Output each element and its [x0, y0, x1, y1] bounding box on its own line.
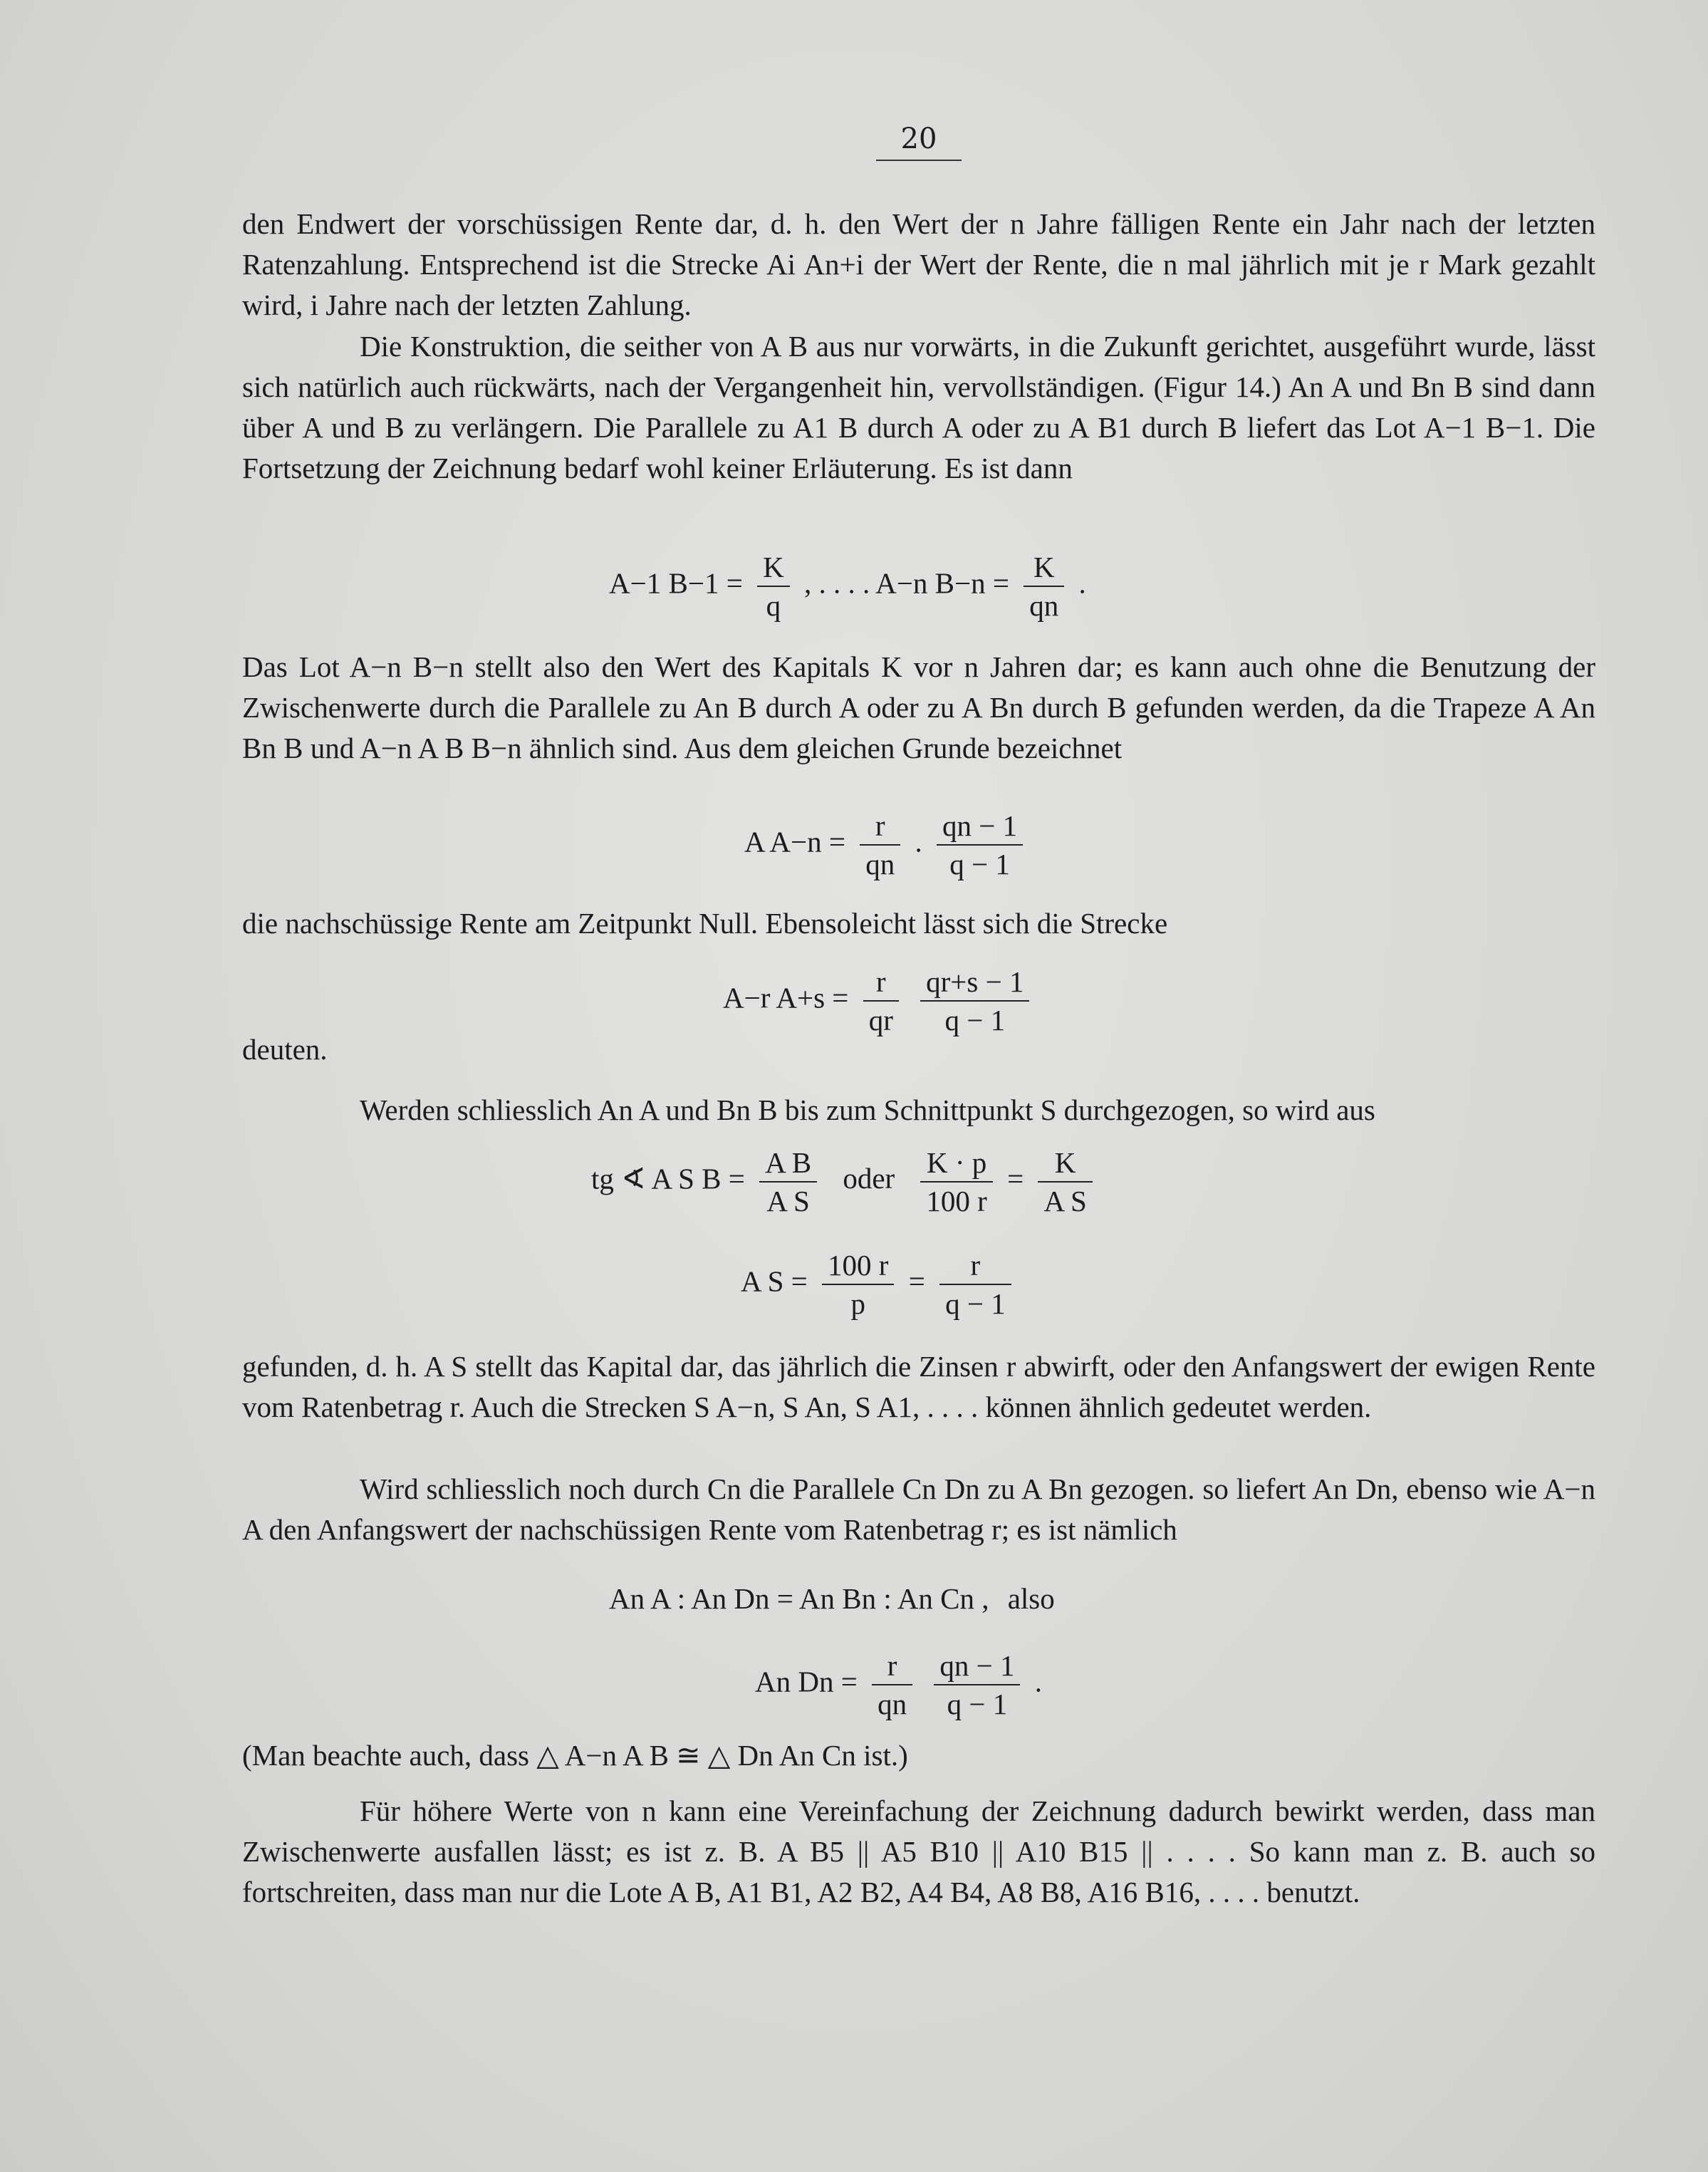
paragraph-10 — [242, 1791, 1595, 1913]
paragraph-5-text: deuten. — [242, 1033, 328, 1066]
paragraph-8 — [242, 1469, 1595, 1550]
paragraph-3 — [242, 647, 1595, 769]
equation-3 — [723, 963, 1036, 1039]
eq4-frac-3: $\frac{K}{\text{A S}}$ — [1038, 1144, 1092, 1220]
equation-7: An Dn = $\frac{r}{qn}$ $\frac{qn - 1}{q - 1}$ . — [755, 1647, 1042, 1722]
equation-2: A A−n = $\frac{r}{qn}$ . $\frac{qn - 1}{q - 1}$ — [744, 807, 1030, 883]
equation-4: tg ∢ A S B = $\frac{\text{A B}}{\text{A S}}$ oder $\frac{K \cdot p}{100 r}$ = $\frac{K}{\text{A S}}$ — [591, 1144, 1100, 1220]
eq7-lhs: An Dn = — [755, 1665, 858, 1698]
equation-6: An A : An Dn = An Bn : An Cn , also — [609, 1582, 1055, 1615]
paragraph-1-text: den Endwert der vorschüssigen Rente dar, d. h. den Wert der n Jahre fälligen Rente ein Jahr nach der letzten Ratenzahlung. Entsprechend ist die Strecke Ai An+i der Wert der Rente, die n mal jährlich mit je r Mark gezahlt wird, i Jahre nach der letzten Zahlung. — [242, 207, 1595, 321]
eq3-frac-1: $\frac{r}{qr}$ — [863, 963, 899, 1039]
page-number: 20 — [876, 123, 962, 161]
paragraph-7-text: gefunden, d. h. A S stellt das Kapital dar, das jährlich die Zinsen r abwirft, oder den Anfangswert der ewigen Rente vom Ratenbetrag r. Auch die Strecken S A−n, S An, S A1, . . . . können ähnlich gedeutet werden. — [242, 1350, 1595, 1423]
eq1-frac-2: $\frac{K}{qn}$ — [1024, 549, 1064, 624]
paragraph-9-text: (Man beachte auch, dass △ A−n A B ≅ △ Dn An Cn ist.) — [242, 1739, 908, 1772]
eq7-frac-2: $\frac{qn - 1}{q - 1}$ — [934, 1647, 1020, 1722]
eq5-frac-2: $\frac{r}{q - 1}$ — [939, 1247, 1011, 1322]
eq1-lhs: A−1 B−1 = — [609, 566, 743, 600]
eq3-frac-2: $\frac{qr+s - 1}{q - 1}$ — [920, 963, 1029, 1039]
eq1-frac-1: $\frac{K}{q}$ — [757, 549, 790, 624]
paragraph-6 — [242, 1090, 1595, 1131]
paragraph-4 — [242, 903, 1595, 944]
paragraph-3-text: Das Lot A−n B−n stellt also den Wert des Kapitals K vor n Jahren dar; es kann auch ohne die Benutzung der Zwischenwerte durch die Parallele zu An B durch A oder zu A Bn durch B gefunden werden, da die Trapeze A An Bn B und A−n A B B−n ähnlich sind. Aus dem gleichen Grunde bezeichnet — [242, 650, 1595, 764]
eq2-lhs: A A−n = — [744, 825, 845, 858]
paragraph-9 — [242, 1735, 1595, 1776]
paragraph-2 — [242, 326, 1595, 489]
equation-5: A S = $\frac{100 r}{p}$ = $\frac{r}{q - 1}$ — [741, 1247, 1019, 1322]
eq4-frac-1: $\frac{\text{A B}}{\text{A S}}$ — [759, 1144, 817, 1220]
eq6-text: An A : An Dn = An Bn : An Cn , — [609, 1582, 989, 1615]
eq5-lhs: A S = — [741, 1264, 808, 1298]
eq2-frac-1: $\frac{r}{qn}$ — [860, 807, 900, 883]
paragraph-1 — [242, 204, 1595, 326]
eq4-lhs: tg ∢ A S B = — [591, 1162, 745, 1195]
paragraph-4-text: die nachschüssige Rente am Zeitpunkt Null. Ebensoleicht lässt sich die Strecke — [242, 907, 1168, 940]
eq5-frac-1: $\frac{100 r}{p}$ — [822, 1247, 894, 1322]
paragraph-5 — [242, 1029, 1595, 1070]
eq3-lhs: A−r A+s = — [723, 981, 849, 1014]
equation-1: A−1 B−1 = $\frac{K}{q}$ , . . . . A−n B−n = $\frac{K}{qn}$ . — [609, 549, 1086, 624]
eq1-middle: , . . . . A−n B−n = — [803, 566, 1009, 600]
paragraph-2-text: Die Konstruktion, die seither von A B aus nur vorwärts, in die Zukunft gerichtet, ausgeführt wurde, lässt sich natürlich auch rückwärts, nach der Vergangenheit hin, vervollständigen. (Figur 14.) An A und Bn B sind dann über A und B zu verlängern. Die Parallele zu A1 B durch A oder zu A B1 durch B liefert das Lot A−1 B−1. Die Fortsetzung der Zeichnung bedarf wohl keiner Erläuterung. Es ist dann — [242, 330, 1595, 484]
paragraph-7 — [242, 1346, 1595, 1428]
paragraph-8-text: Wird schliesslich noch durch Cn die Parallele Cn Dn zu A Bn gezogen. so liefert An Dn, ebenso wie A−n A den Anfangswert der nachschüssigen Rente vom Ratenbetrag r; es ist nämlich — [242, 1472, 1595, 1546]
paragraph-10-text: Für höhere Werte von n kann eine Vereinfachung der Zeichnung dadurch bewirkt werden, dass man Zwischenwerte ausfallen lässt; es ist z. B. A B5 || A5 B10 || A10 B15 || . . . . So kann man z. B. auch so fortschreiten, dass man nur die Lote A B, A1 B1, A2 B2, A4 B4, A8 B8, A16 B16, . . . . benutzt. — [242, 1794, 1595, 1908]
eq7-frac-1: $\frac{r}{qn}$ — [872, 1647, 912, 1722]
eq4-frac-2: $\frac{K \cdot p}{100 r}$ — [920, 1144, 992, 1220]
eq2-frac-2: $\frac{qn - 1}{q - 1}$ — [937, 807, 1023, 883]
paragraph-6-text: Werden schliesslich An A und Bn B bis zum Schnittpunkt S durchgezogen, so wird aus — [360, 1093, 1375, 1126]
